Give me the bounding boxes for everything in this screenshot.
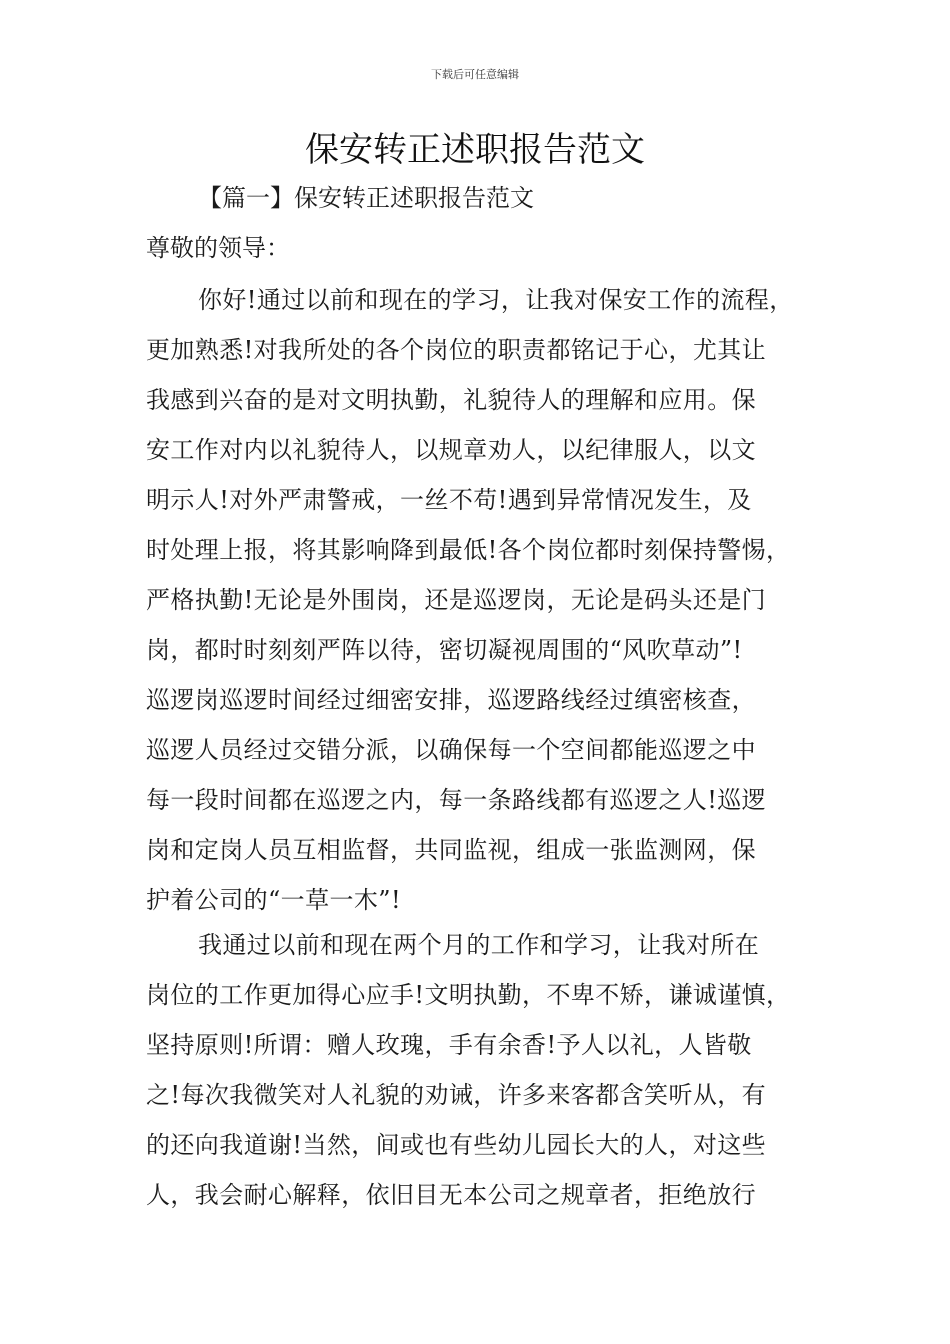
paragraph-line: 巡逻人员经过交错分派，以确保每一个空间都能巡逻之中 bbox=[146, 736, 756, 764]
greeting: 尊敬的领导： bbox=[146, 234, 290, 262]
paragraph-line: 更加熟悉!对我所处的各个岗位的职责都铭记于心，尤其让 bbox=[146, 336, 767, 364]
paragraph-line: 每一段时间都在巡逻之内，每一条路线都有巡逻之人!巡逻 bbox=[146, 786, 767, 814]
paragraph-line: 岗，都时时刻刻严阵以待，密切凝视周围的“风吹草动”! bbox=[146, 636, 743, 664]
document-title: 保安转正述职报告范文 bbox=[305, 130, 645, 170]
paragraph-line: 人，我会耐心解释，依旧目无本公司之规章者，拒绝放行 bbox=[146, 1181, 756, 1209]
paragraph-line: 护着公司的“一草一木”! bbox=[146, 886, 401, 914]
paragraph-line: 时处理上报，将其影响降到最低!各个岗位都时刻保持警惕， bbox=[146, 536, 791, 564]
paragraph-line: 我通过以前和现在两个月的工作和学习，让我对所在 bbox=[198, 931, 760, 959]
header-note: 下载后可任意编辑 bbox=[431, 68, 519, 81]
paragraph-line: 坚持原则!所谓：赠人玫瑰，手有余香!予人以礼，人皆敬 bbox=[146, 1031, 752, 1059]
paragraph-line: 巡逻岗巡逻时间经过细密安排，巡逻路线经过缜密核查， bbox=[146, 686, 756, 714]
paragraph-line: 岗位的工作更加得心应手!文明执勤，不卑不矫，谦诚谨慎， bbox=[146, 981, 791, 1009]
paragraph-line: 你好!通过以前和现在的学习，让我对保安工作的流程， bbox=[198, 286, 794, 314]
section-heading: 【篇一】保安转正述职报告范文 bbox=[198, 184, 534, 212]
paragraph-line: 明示人!对外严肃警戒，一丝不苟!遇到异常情况发生，及 bbox=[146, 486, 752, 514]
paragraph-line: 严格执勤!无论是外围岗，还是巡逻岗，无论是码头还是门 bbox=[146, 586, 767, 614]
paragraph-line: 安工作对内以礼貌待人，以规章劝人，以纪律服人，以文 bbox=[146, 436, 756, 464]
paragraph-line: 岗和定岗人员互相监督，共同监视，组成一张监测网，保 bbox=[146, 836, 756, 864]
paragraph-line: 我感到兴奋的是对文明执勤，礼貌待人的理解和应用。保 bbox=[146, 386, 756, 414]
paragraph-line: 之!每次我微笑对人礼貌的劝诫，许多来客都含笑听从，有 bbox=[146, 1081, 767, 1109]
paragraph-line: 的还向我道谢!当然，间或也有些幼儿园长大的人，对这些 bbox=[146, 1131, 767, 1159]
body-paragraph-1 bbox=[146, 275, 816, 925]
body-paragraph-2 bbox=[146, 920, 816, 1220]
